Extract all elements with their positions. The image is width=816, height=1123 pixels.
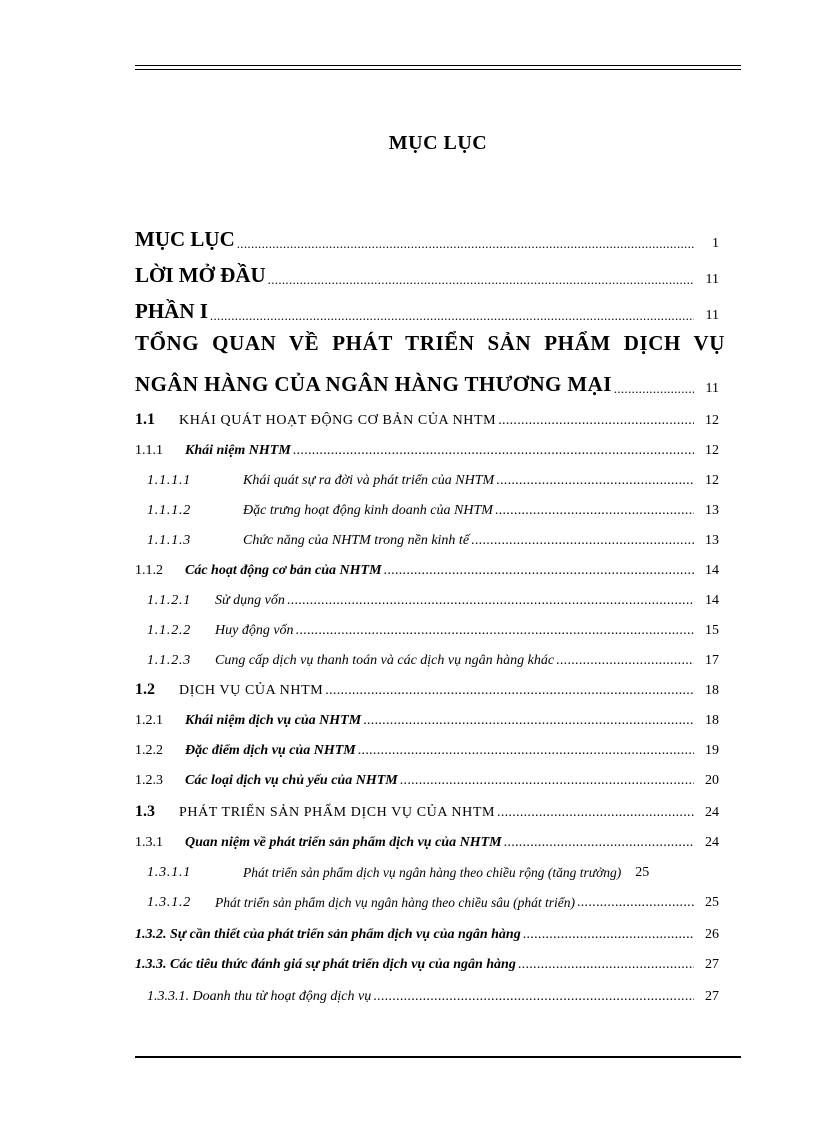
dot-leader — [504, 835, 694, 851]
dot-leader — [498, 413, 694, 429]
toc-entry[interactable]: MỤC LỤC ..... 1 — [135, 222, 719, 252]
page-number: 12 — [705, 443, 719, 458]
dot-leader — [471, 533, 694, 549]
toc-entry[interactable]: 1.2.2 Đặc điểm dịch vụ của NHTM ..... 19 — [135, 737, 719, 759]
page-number: 25 — [635, 865, 650, 880]
dot-leader — [614, 381, 694, 397]
toc-entry[interactable]: 1.3.1 Quan niệm về phát triển sản phẩm dịch vụ của NHTM ..... 24 — [135, 829, 719, 851]
dot-leader — [384, 563, 694, 579]
page-number: 18 — [705, 683, 719, 698]
page-number: 1 — [712, 236, 719, 251]
page-number: 19 — [705, 743, 719, 758]
toc-entry[interactable]: 1.3.1.1 Phát triển sản phẩm dịch vụ ngân hàng theo chiều rộng (tăng trưởng) 25 — [147, 865, 650, 880]
dot-leader — [400, 773, 694, 789]
page-number: 11 — [705, 381, 719, 396]
dot-leader — [293, 443, 694, 459]
toc-entry[interactable]: 1.1.2.3 Cung cấp dịch vụ thanh toán và các dịch vụ ngân hàng khác ..... 17 — [147, 647, 719, 669]
dot-leader — [518, 957, 694, 973]
dot-leader — [496, 473, 694, 489]
page-number: 25 — [705, 895, 719, 910]
dot-leader — [268, 272, 694, 288]
page-number: 14 — [705, 593, 719, 608]
page-number: 11 — [705, 272, 719, 287]
toc-entry[interactable]: 1.1 KHÁI QUÁT HOẠT ĐỘNG CƠ BẢN CỦA NHTM ..... 12 — [135, 407, 719, 429]
toc-entry[interactable]: NGÂN HÀNG CỦA NGÂN HÀNG THƯƠNG MẠI ..... 11 — [135, 367, 719, 397]
toc-entry-heading-line1[interactable]: TỔNG QUAN VỀ PHÁT TRIỂN SẢN PHẨM DỊCH VỤ — [135, 331, 725, 355]
page-number: 17 — [705, 653, 719, 668]
page-number: 26 — [705, 927, 719, 942]
page-number: 12 — [705, 473, 719, 488]
toc-entry[interactable]: 1.1.2.2 Huy động vốn ..... 15 — [147, 617, 719, 639]
toc-entry[interactable]: 1.1.2.1 Sử dụng vốn ..... 14 — [147, 587, 719, 609]
page-number: 27 — [705, 957, 719, 972]
footer-rule — [135, 1056, 741, 1058]
page-number: 15 — [705, 623, 719, 638]
page-number: 24 — [705, 835, 719, 850]
toc-entry[interactable]: 1.3.2. Sự cần thiết của phát triển sản phẩm dịch vụ của ngân hàng ..... 26 — [135, 921, 719, 943]
toc-entry[interactable]: 1.3 PHÁT TRIỂN SẢN PHẨM DỊCH VỤ CỦA NHTM ..... 24 — [135, 799, 719, 821]
toc-entry[interactable]: 1.1.2 Các hoạt động cơ bản của NHTM ..... 14 — [135, 557, 719, 579]
dot-leader — [497, 805, 694, 821]
page-number: 27 — [705, 989, 719, 1004]
dot-leader — [358, 743, 694, 759]
dot-leader — [325, 683, 694, 699]
dot-leader — [577, 895, 694, 911]
dot-leader — [287, 593, 694, 609]
page-number: 18 — [705, 713, 719, 728]
dot-leader — [495, 503, 694, 519]
page-title: MỤC LỤC — [388, 132, 488, 154]
toc-entry[interactable]: LỜI MỞ ĐẦU ..... 11 — [135, 258, 719, 288]
toc-entry[interactable]: 1.1.1 Khái niệm NHTM ..... 12 — [135, 437, 719, 459]
toc-entry[interactable]: 1.1.1.1 Khái quát sự ra đời và phát triển của NHTM ..... 12 — [147, 467, 719, 489]
page-number: 20 — [705, 773, 719, 788]
toc-entry[interactable]: 1.2.3 Các loại dịch vụ chủ yếu của NHTM ..... 20 — [135, 767, 719, 789]
toc-entry[interactable]: 1.1.1.3 Chức năng của NHTM trong nền kinh tế ..... 13 — [147, 527, 719, 549]
dot-leader — [237, 236, 694, 252]
dot-leader — [210, 308, 694, 324]
dot-leader — [523, 927, 694, 943]
dot-leader — [373, 989, 694, 1005]
toc-entry[interactable]: 1.2 DỊCH VỤ CỦA NHTM ..... 18 — [135, 677, 719, 699]
dot-leader — [363, 713, 694, 729]
toc-entry[interactable]: 1.3.3.1. Doanh thu từ hoạt động dịch vụ ..... 27 — [147, 983, 719, 1005]
toc-entry[interactable]: 1.2.1 Khái niệm dịch vụ của NHTM ..... 18 — [135, 707, 719, 729]
toc-entry[interactable]: PHẦN I ..... 11 — [135, 294, 719, 324]
page-number: 11 — [705, 308, 719, 323]
page-number: 13 — [705, 503, 719, 518]
toc-entry[interactable]: 1.3.3. Các tiêu thức đánh giá sự phát triển dịch vụ của ngân hàng ..... 27 — [135, 951, 719, 973]
page-number: 13 — [705, 533, 719, 548]
toc-entry[interactable]: 1.1.1.2 Đặc trưng hoạt động kinh doanh của NHTM ..... 13 — [147, 497, 719, 519]
page-number: 14 — [705, 563, 719, 578]
toc-entry[interactable]: 1.3.1.2 Phát triển sản phẩm dịch vụ ngân hàng theo chiều sâu (phát triển) ..... 25 — [147, 889, 719, 911]
dot-leader — [296, 623, 694, 639]
dot-leader — [556, 653, 694, 669]
page-number: 24 — [705, 805, 719, 820]
page-number: 12 — [705, 413, 719, 428]
